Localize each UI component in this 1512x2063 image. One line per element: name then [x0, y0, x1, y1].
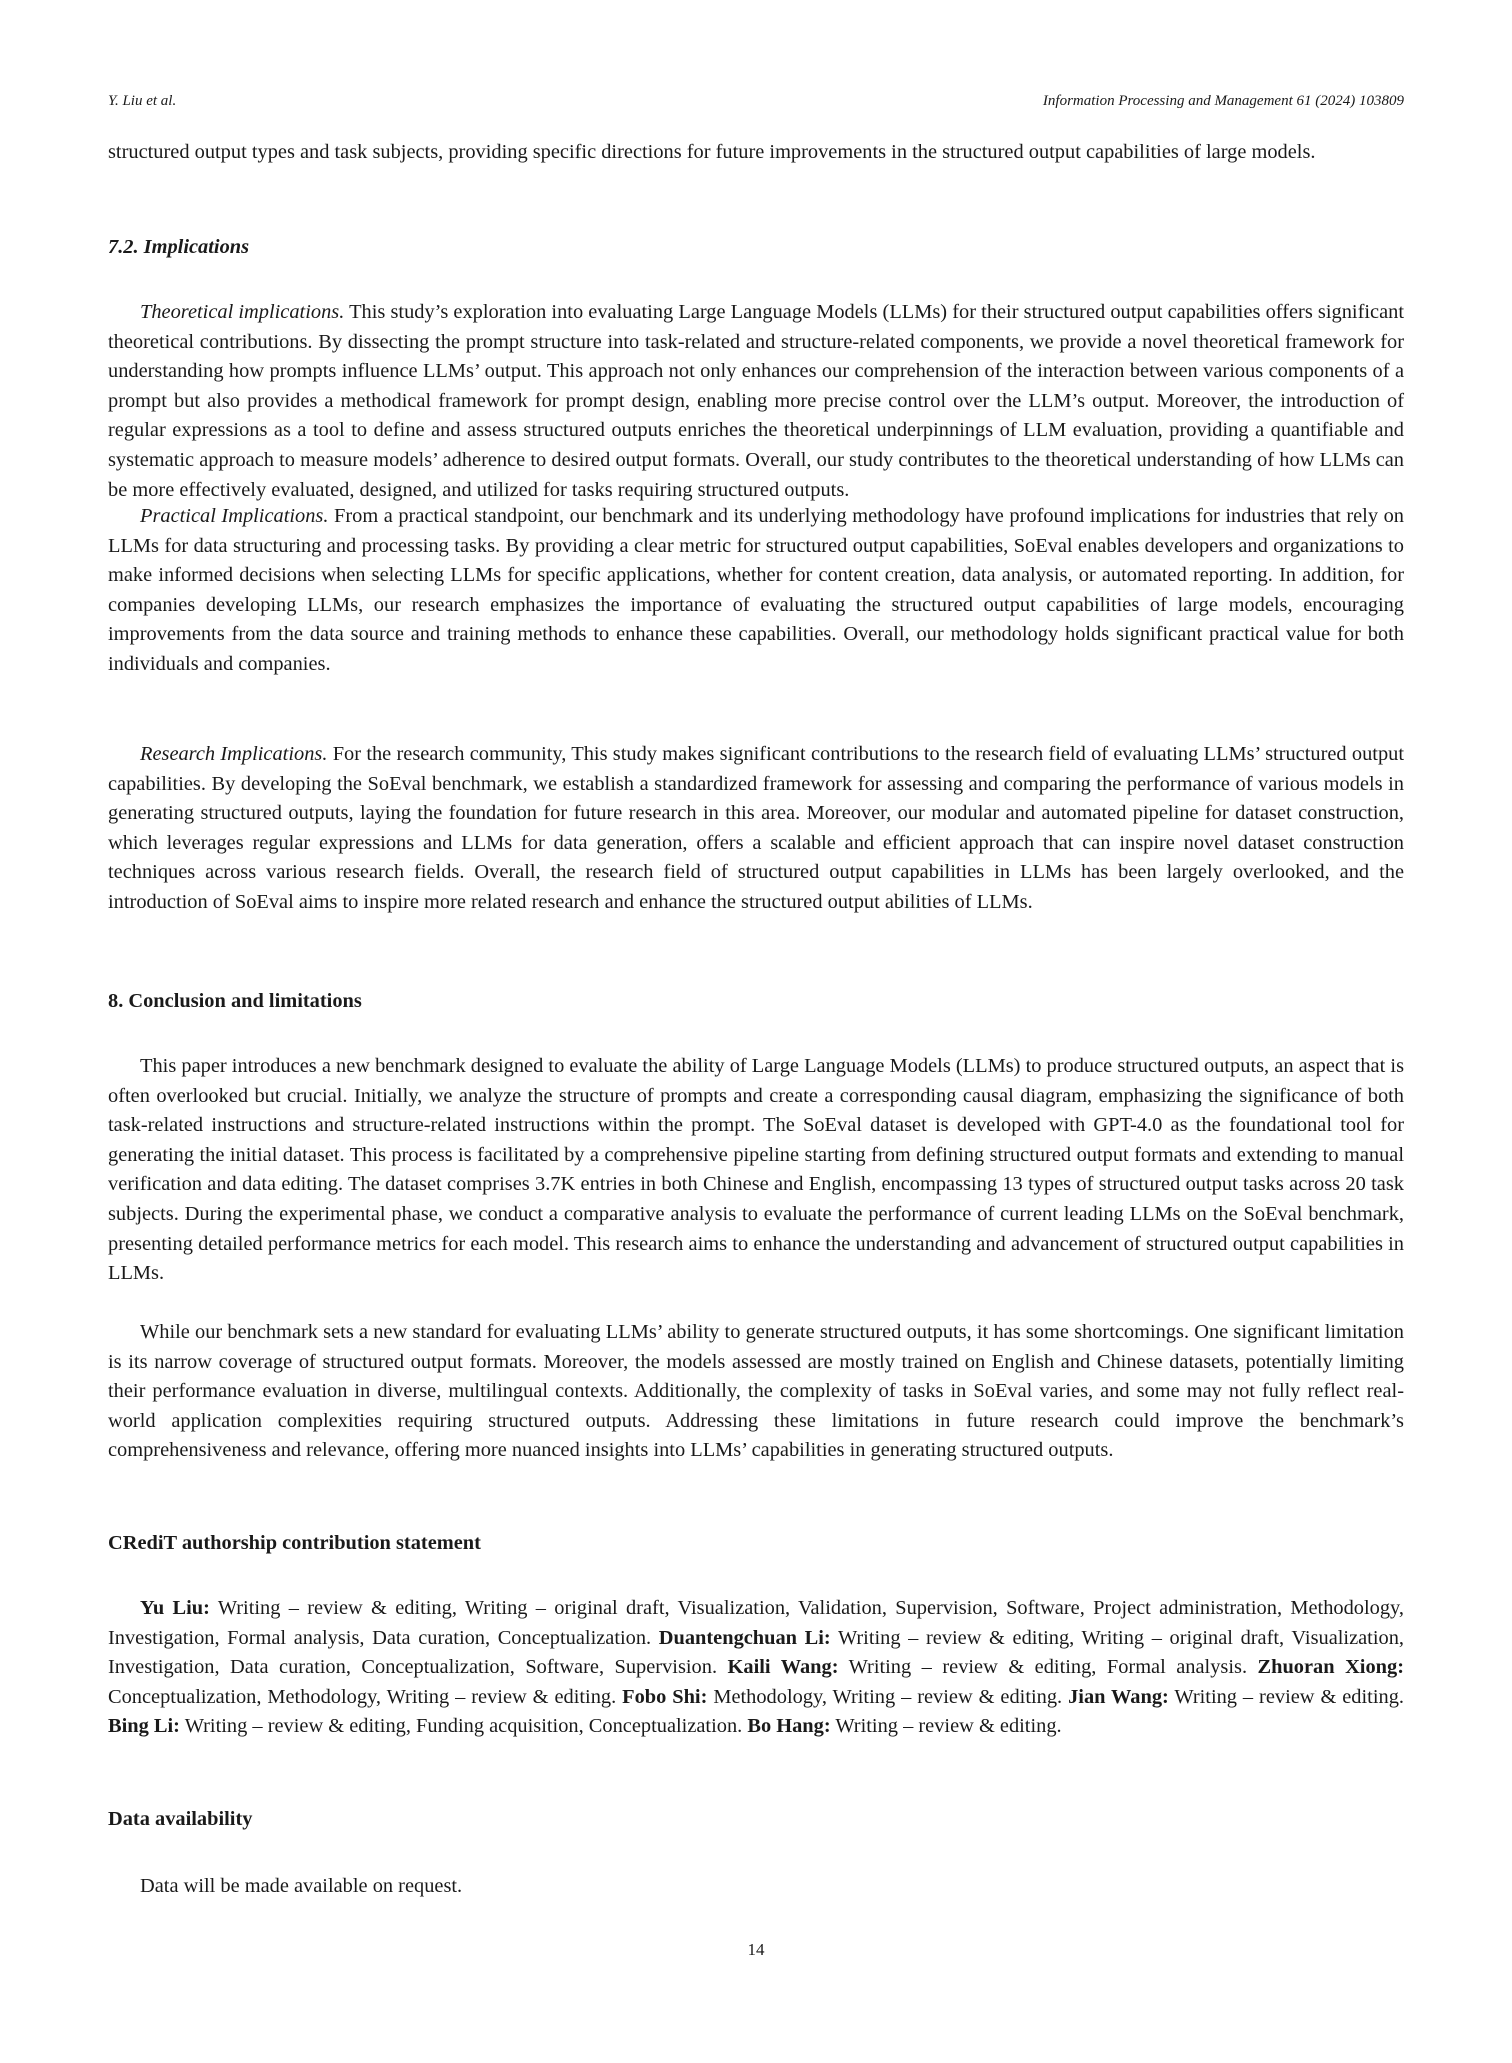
credit-author-roles: Writing – review & editing, Funding acquisition, Conceptualization.: [179, 1715, 748, 1738]
credit-author-name: Fobo Shi:: [622, 1685, 708, 1708]
intro-continuation-paragraph: structured output types and task subjects, providing specific directions for future improvements in the structured output capabilities of large models.: [108, 141, 1316, 163]
credit-author-name: Kaili Wang:: [727, 1656, 839, 1679]
credit-heading: CRediT authorship contribution statement: [108, 1532, 481, 1554]
data-availability-text: Data will be made available on request.: [140, 1875, 463, 1897]
credit-author-roles: Writing – review & editing, Formal analysis.: [838, 1656, 1258, 1679]
practical-implications-label: Practical Implications.: [140, 505, 329, 527]
credit-author-name: Bo Hang:: [747, 1715, 831, 1738]
section-8-heading: 8. Conclusion and limitations: [108, 990, 362, 1012]
credit-author-roles: Methodology, Writing – review & editing.: [707, 1685, 1069, 1708]
section-7-2-heading: 7.2. Implications: [108, 236, 250, 258]
research-implications-paragraph: [108, 740, 1404, 918]
theoretical-implications-text: This study’s exploration into evaluating Large Language Models (LLMs) for their structured output capabilities offers significant theoretical contributions. By dissecting the prompt structure into task-related and structure-related components, we provide a novel theoretical framework for understanding how prompts influence LLMs’ output. This approach not only enhances our comprehension of the interaction between various components of a prompt but also provides a methodical framework for prompt design, enabling more precise control over the LLM’s output. Moreover, the introduction of regular expressions as a tool to define and assess structured outputs enriches the theoretical underpinnings of LLM evaluation, providing a quantifiable and systematic approach to measure models’ adherence to desired output formats. Overall, our study contributes to the theoretical understanding of how LLMs can be more effectively evaluated, designed, and utilized for tasks requiring structured outputs.: [108, 301, 1404, 501]
running-head-journal: Information Processing and Management 61 (2024) 103809: [1042, 93, 1404, 109]
page-number: 14: [747, 1940, 765, 1959]
credit-author-name: Duantengchuan Li:: [658, 1626, 831, 1649]
practical-implications-paragraph: [108, 502, 1404, 680]
practical-implications-text: From a practical standpoint, our benchmark and its underlying methodology have profound implications for industries that rely on LLMs for data structuring and processing tasks. By providing a clear metric for structured output capabilities, SoEval enables developers and organizations to make informed decisions when selecting LLMs for specific applications, whether for content creation, data analysis, or automated reporting. In addition, for companies developing LLMs, our research emphasizes the importance of evaluating the structured output capabilities of large models, encouraging improvements from the data source and training methods to enhance these capabilities. Overall, our methodology holds significant practical value for both individuals and companies.: [108, 505, 1404, 675]
conclusion-paragraph-2: While our benchmark sets a new standard for evaluating LLMs’ ability to generate structured outputs, it has some shortcomings. One significant limitation is its narrow coverage of structured output formats. Moreover, the models assessed are mostly trained on English and Chinese datasets, potentially limiting their performance evaluation in diverse, multilingual contexts. Additionally, the complexity of tasks in SoEval varies, and some may not fully reflect real-world application complexities requiring structured outputs. Addressing these limitations in future research could improve the benchmark’s comprehensiveness and relevance, offering more nuanced insights into LLMs’ capabilities in generating structured outputs.: [108, 1321, 1404, 1462]
credit-author-name: Bing Li:: [108, 1715, 180, 1738]
data-availability-heading: Data availability: [108, 1808, 253, 1830]
credit-author-roles: Writing – review & editing, Writing – original draft, Visualization, Validation, Supervision, Software, Project administration, Methodology, Investigation, Formal analysis, Data curation, Conceptualization.: [108, 1597, 1404, 1649]
credit-author-roles: Writing – review & editing, Writing – original draft, Visualization, Investigation, Data curation, Conceptualization, Software, Supervision.: [108, 1626, 1404, 1679]
conclusion-paragraph-1: This paper introduces a new benchmark designed to evaluate the ability of Large Language Models (LLMs) to produce structured outputs, an aspect that is often overlooked but crucial. Initially, we analyze the structure of prompts and create a corresponding causal diagram, emphasizing the significance of both task-related instructions and structure-related instructions within the prompt. The SoEval dataset is developed with GPT-4.0 as the foundational tool for generating the initial dataset. This process is facilitated by a comprehensive pipeline starting from defining structured output formats and extending to manual verification and data editing. The dataset comprises 3.7K entries in both Chinese and English, encompassing 13 types of structured output tasks across 20 task subjects. During the experimental phase, we conduct a comparative analysis to evaluate the performance of current leading LLMs on the SoEval benchmark, presenting detailed performance metrics for each model. This research aims to enhance the understanding and advancement of structured output capabilities in LLMs.: [108, 1055, 1404, 1285]
research-implications-text: For the research community, This study makes significant contributions to the research field of evaluating LLMs’ structured output capabilities. By developing the SoEval benchmark, we establish a standardized framework for assessing and comparing the performance of various models in generating structured outputs, laying the foundation for future research in this area. Moreover, our modular and automated pipeline for dataset construction, which leverages regular expressions and LLMs for data generation, offers a scalable and efficient approach that can inspire novel dataset construction techniques across various research fields. Overall, the research field of structured output capabilities in LLMs has been largely overlooked, and the introduction of SoEval aims to inspire more related research and enhance the structured output abilities of LLMs.: [108, 743, 1405, 913]
theoretical-implications-label: Theoretical implications.: [140, 301, 345, 323]
credit-author-name: Zhuoran Xiong:: [1257, 1656, 1404, 1679]
credit-author-name: Yu Liu:: [140, 1597, 210, 1619]
credit-statement-paragraph: [108, 1594, 1404, 1742]
running-head-authors: Y. Liu et al.: [108, 93, 177, 109]
theoretical-implications-paragraph: [108, 298, 1404, 505]
credit-author-name: Jian Wang:: [1068, 1685, 1169, 1708]
credit-author-roles: Conceptualization, Methodology, Writing – review & editing.: [108, 1685, 623, 1708]
research-implications-label: Research Implications.: [140, 743, 328, 765]
credit-author-roles: Writing – review & editing.: [830, 1715, 1062, 1738]
credit-author-roles: Writing – review & editing.: [1168, 1685, 1404, 1708]
